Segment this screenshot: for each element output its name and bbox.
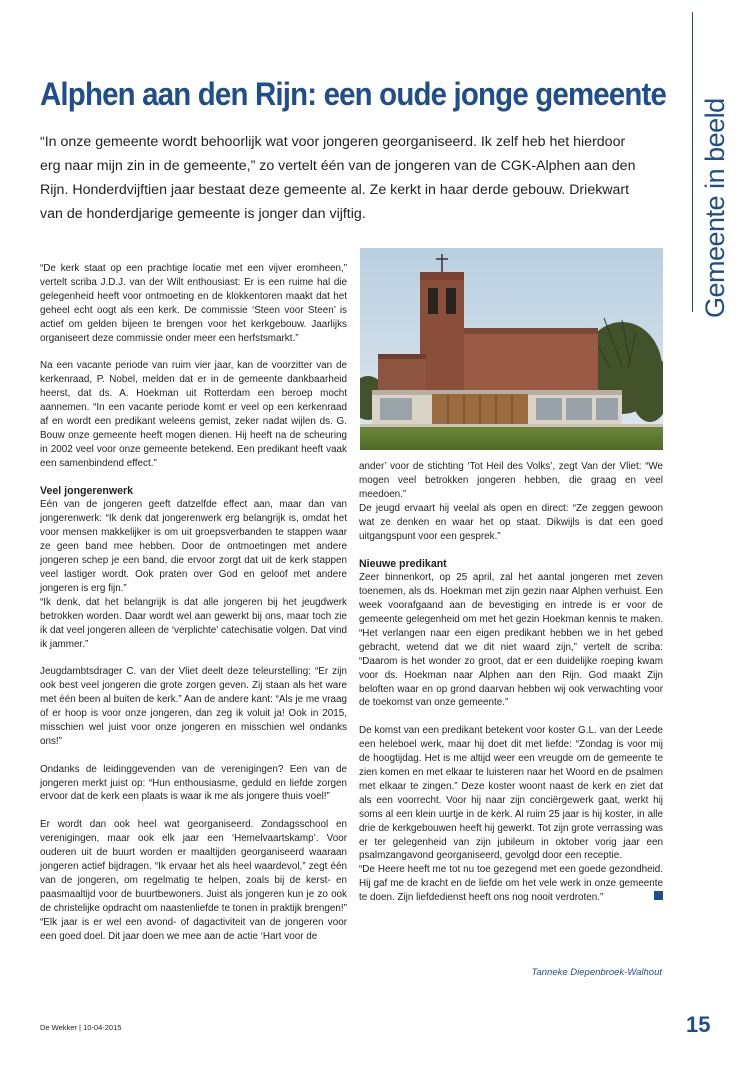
paragraph-text: “De Heere heeft me tot nu toe gezegend met een goede gezondheid. Hij gaf me de kracht en de liefde om het vele werk in onze gemeente te doen. Zijn liefdedienst heeft ons nog nooit verdroten.” <box>359 864 663 904</box>
paragraph: Eén van de jongeren geeft datzelfde effect aan, maar dan van jongerenwerk: “Ik denk dat jongerenwerk erg belangrijk is, omdat het voor mensen makkelijker is om uit groepsverbanden te stappen waar ze geen band mee hebben. Door de ontmoetingen met andere jongeren schep je een band, die ervoor zorgt dat uit de kerk stappen veel lastiger wordt. Ook praten over God en geloof met andere jongeren is erg fijn.” <box>40 499 347 594</box>
subheading: Nieuwe predikant <box>359 558 447 571</box>
end-of-article-mark <box>654 891 663 900</box>
church-photo <box>360 248 663 450</box>
paragraph: Er wordt dan ook heel wat georganiseerd. Zondagsschool en verenigingen, maar ook elk jaar een ‘Hemelvaartskamp’. Voor ouderen uit de buurt worden er maaltijden georganiseerd waaraan jongeren actief bijdragen. “Ik ervaar het als heel waardevol,” zegt één van de jongeren, om regelmatig te helpen, zoals bij de kerst- en paasmaaltijd voor de buurtbewoners. Juist als jongeren kun je zo ook de christelijke opdracht om naastenliefde te tonen in praktijk brengen!” <box>40 819 347 914</box>
subheading: Veel jongerenwerk <box>40 485 134 498</box>
paragraph: ander’ voor de stichting ‘Tot Heil des Volks’, zegt Van der Vliet: “We mogen veel betrokken jongeren hebben, die graag en veel meedoen.” <box>359 461 663 500</box>
article-lead: “In onze gemeente wordt behoorlijk wat voor jongeren georganiseerd. Ik zelf heb het hierdoor erg naar mijn zin in de gemeente,” zo vertelt één van de jongeren van de CGK-Alphen aan den Rijn. Honderdvijftien jaar bestaat deze gemeente al. Ze kerkt in haar derde gebouw. Driekwart van de honderdjarige gemeente is jonger dan vijftig. <box>40 134 636 222</box>
paragraph: De jeugd ervaart hij veelal als open en direct: “Ze zeggen gewoon wat ze denken en waar het op staat. Dikwijls is dat een goed uitgangspunt voor een gesprek.” <box>359 502 663 542</box>
right-column <box>359 460 663 905</box>
paragraph: Ondanks de leidinggevenden van de verenigingen? Een van de jongeren merkt juist op: “Hun enthousiasme, geduld en liefde zorgen ervoor dat de kerk een plaats is waar ik me als jongere thuis voel!” <box>40 763 347 803</box>
closing-paragraph <box>359 863 663 905</box>
church-illustration <box>360 248 663 450</box>
paragraph: “Elk jaar is er wel een avond- of dagactiviteit van de jongeren voor een goed doel. Dit jaar doen we mee aan de actie ‘Hart voor de <box>40 916 347 942</box>
paragraph: “De kerk staat op een prachtige locatie met een vijver eromheen,” vertelt scriba J.D.J. van der Wilt enthousiast: Er is een ruime hal die gelegenheid heeft voor ontmoeting en de klokkentoren maakt dat het geheel echt oogt als een kerk. De commissie ‘Steen voor Steen’ is actief om gelden bijeen te brengen voor het kerkgebouw. Jaarlijks organiseert deze commissie onder meer een herfstsmarkt.” <box>40 263 347 344</box>
paragraph: “Ik denk, dat het belangrijk is dat alle jongeren bij het jeugdwerk betrokken worden. Daar wordt wel aan gewerkt bij ons, maar toch zie ik dat veel jongeren alleen de ‘verplichte’ catechisatie volgen. Dat vind ik jammer.” <box>40 596 347 650</box>
footer-publication: De Wekker | 10-04-2015 <box>40 1023 122 1032</box>
paragraph: Zeer binnenkort, op 25 april, zal het aantal jongeren met zeven toenemen, als ds. Hoekman met zijn gezin naar Alphen verhuist. Een week voorafgaand aan de bevestiging en intrede is er voor de gemeente gelegenheid om met het gezin Hoekman kennis te maken. “Het verlangen naar een eigen predikant hebben we in het gebed gebracht, wetend dat we dit niet waard zijn,” vertelt de scriba: “Daarom is het wonder zo groot, dat er een duidelijke roeping kwam voor ds. Hoekman naar Alphen aan den Rijn. God maakt Zijn beloften waar en op grond daarvan hebben wij ook verwachting voor de toekomst van onze gemeente.” <box>359 572 663 709</box>
section-label: Gemeente in beeld <box>700 98 730 318</box>
page-number: 15 <box>686 1012 711 1037</box>
side-rule <box>692 12 693 312</box>
article-title: Alphen aan den Rijn: een oude jonge gemeente <box>40 76 667 112</box>
left-column <box>40 262 347 943</box>
author-credit: Tanneke Diepenbroek-Walhout <box>531 967 662 978</box>
paragraph: Jeugdambtsdrager C. van der Vliet deelt deze teleurstelling: “Er zijn ook best veel jongeren die grote zorgen geven. Zij staan als het ware met één been al buiten de kerk.” Aan de andere kant: “Als je me vraag of er hoop is voor onze jongeren, dan zeg ik voluit ja! Ook in 2015, misschien wel juist voor onze jongeren en misschien wel ondanks ons!” <box>40 666 347 747</box>
paragraph: Na een vacante periode van ruim vier jaar, kan de voorzitter van de kerkenraad, P. Nobel, melden dat er in de gemeente dankbaarheid heerst, dat ds. A. Hoekman uit Rotterdam een beroep mocht aannemen. “In een vacante periode komt er veel op een kerkenraad af en wordt een predikant weleens gemist, zeker nadat wijlen ds. G. Bouw onze gemeente heeft mogen dienen. Hij heeft na de scheuring in 2002 veel voor onze gemeente betekend. Een predikant heeft vaak een samenbindend effect.” <box>40 360 347 469</box>
paragraph: De komst van een predikant betekent voor koster G.L. van der Leede een heleboel werk, maar hij doet dit met liefde: “Zondag is voor mij de hoogtijdag. Het is me altijd weer een vreugde om de gemeente te zien komen en met elkaar te luisteren naar het Woord en de psalmen met elkaar te zingen.” Deze koster woont naast de kerk en ziet dat als een voorrecht. Voor hij naar zijn conciërgewerk gaat, werkt hij soms al een klein uurtje in de kerk. Al ruim 25 jaar is hij koster, in alle drie de kerkgebouwen heeft hij gewerkt. Tot zijn grote verrassing was er ter gelegenheid van zijn jubileum in oktober vorig jaar een psalmzangavond georganiseerd, gevolgd door een receptie. <box>359 725 663 862</box>
